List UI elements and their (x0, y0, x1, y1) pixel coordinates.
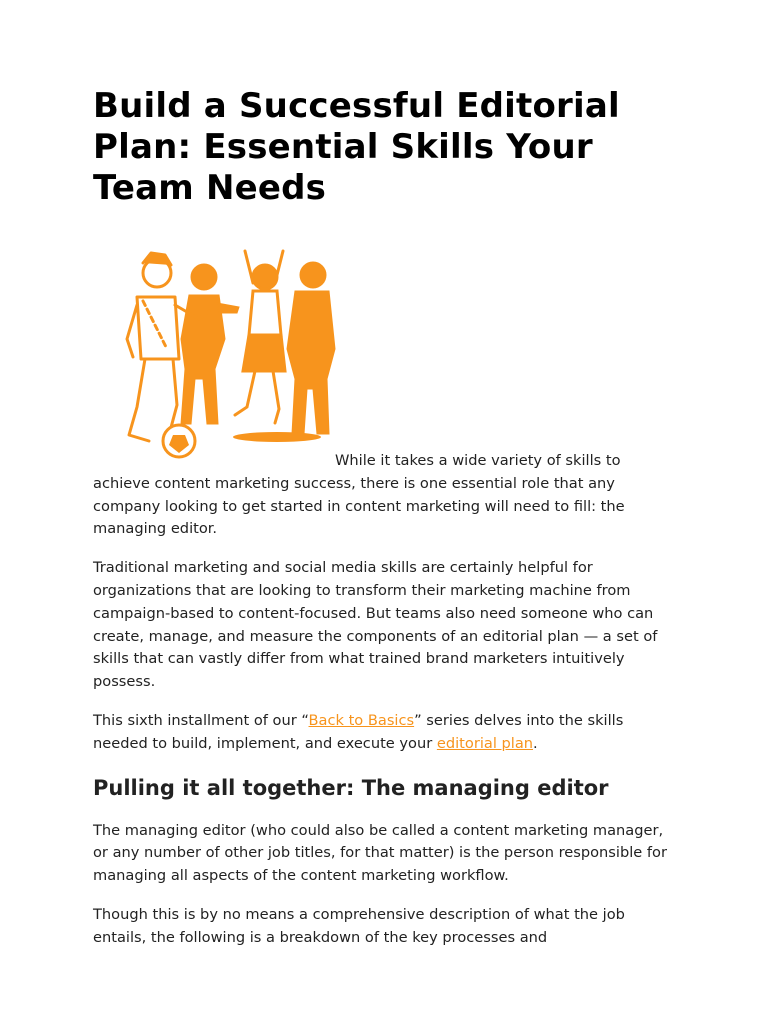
article-title: Build a Successful Editorial Plan: Essential Skills Your Team Needs (93, 86, 620, 208)
paragraph-breakdown: Though this is by no means a comprehensive description of what the job entails, the following is a breakdown of the key processes and (93, 905, 625, 946)
person-3-head (253, 265, 277, 289)
paragraph-series (93, 710, 673, 756)
person-4-body (287, 291, 335, 434)
soccer-ball-icon (163, 425, 195, 457)
back-to-basics-link[interactable]: Back to Basics (308, 711, 415, 729)
series-text-before: This sixth installment of our “ (93, 711, 309, 729)
article (93, 86, 673, 950)
person-2-arm (217, 303, 239, 313)
editorial-plan-link[interactable]: editorial plan (436, 734, 534, 752)
paragraph-managing-editor: The managing editor (who could also be called a content marketing manager, or any number of other job titles, for that matter) is the person responsible for managing all aspects of the content marketing workflow. (93, 821, 667, 885)
person-4-head (300, 262, 326, 288)
paragraph-skills: Traditional marketing and social media skills are certainly helpful for organizations that are looking to transform their marketing machine from campaign-based to content-focused. But teams also need someone who can create, manage, and measure the components of an editorial plan — a set of skills that can vastly differ from what trained brand marketers intuitively possess. (93, 559, 658, 691)
team-illustration (107, 239, 349, 465)
lead-block (93, 239, 673, 541)
series-text-after: . (533, 734, 538, 752)
series-text-middle: ” series delves into the skills needed to build, implement, and execute your (93, 711, 624, 752)
section-heading: Pulling it all together: The managing editor (93, 775, 609, 800)
intro-paragraph: While it takes a wide variety of skills to achieve content marketing success, there is one essential role that any company looking to get started in content marketing will need to fill: the managing editor. (93, 452, 625, 538)
person-2-head (191, 264, 217, 290)
